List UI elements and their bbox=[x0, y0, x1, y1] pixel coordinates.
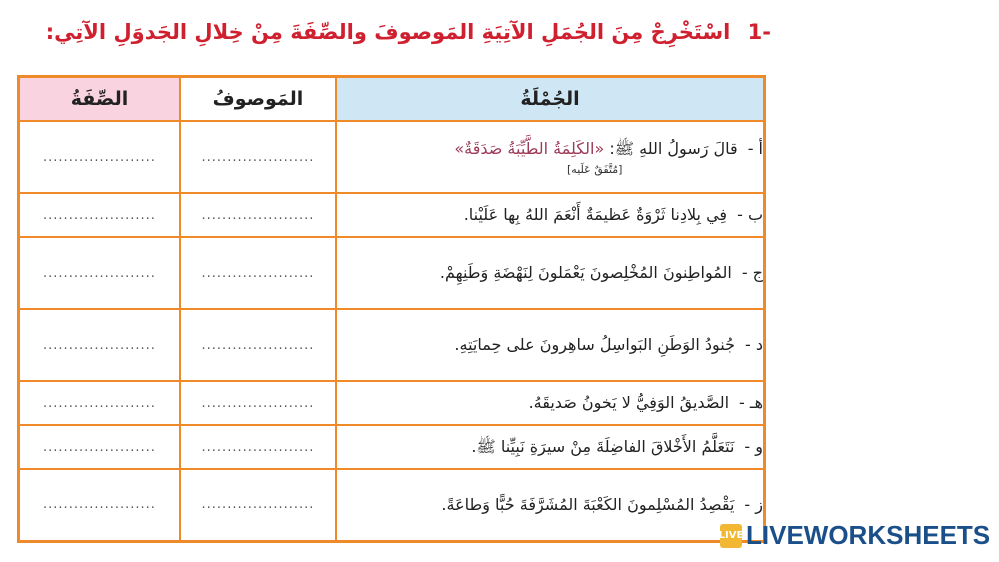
question-text: اسْتَخْرِجْ مِنَ الجُمَلِ الآتِيَةِ المَوصوفَ والصِّفَةَ مِنْ خِلالِ الجَدوَلِ الآتِي: bbox=[45, 20, 731, 44]
sentence-text: نَتَعَلَّمُ الأَخْلاقَ الفاضِلَةَ مِنْ سيرَةِ نَبِيِّنا ﷺ. bbox=[471, 437, 735, 456]
sentence-cell bbox=[336, 237, 765, 309]
table-row bbox=[19, 121, 765, 193]
described-answer-field[interactable]: ...................... bbox=[180, 381, 336, 425]
watermark-text: LIVEWORKSHEETS bbox=[746, 520, 991, 550]
sentence-text: يَقْصِدُ المُسْلِمونَ الكَعْبَةَ المُشَرَّفَةَ حُبًّا وَطاعَةً. bbox=[441, 494, 735, 514]
row-letter: أ - bbox=[747, 139, 763, 158]
row-letter: ز - bbox=[744, 494, 763, 514]
described-answer-field[interactable]: ...................... bbox=[180, 193, 336, 237]
sentence-cell bbox=[336, 381, 765, 425]
described-answer-field[interactable]: ...................... bbox=[180, 237, 336, 309]
adjective-answer-field[interactable]: ...................... bbox=[19, 121, 181, 193]
table-row bbox=[19, 309, 765, 381]
liveworksheets-watermark bbox=[720, 520, 990, 551]
header-described: المَوصوفُ bbox=[180, 77, 336, 122]
described-answer-field[interactable]: ...................... bbox=[180, 309, 336, 381]
adjective-answer-field[interactable]: ...................... bbox=[19, 237, 181, 309]
sentence-text: جُنودُ الوَطَنِ البَواسِلُ ساهِرونَ على حِمايَتِهِ. bbox=[454, 335, 736, 354]
table-row bbox=[19, 469, 765, 541]
described-answer-field[interactable]: ...................... bbox=[180, 425, 336, 469]
sentence-cell bbox=[336, 469, 765, 541]
sentence-text: المُواطِنونَ المُخْلِصونَ يَعْمَلونَ لِنَهْضَةِ وَطَنِهِمْ. bbox=[439, 263, 732, 282]
hadith-quote: «الكَلِمَةُ الطَّيِّبَةُ صَدَقَةٌ» bbox=[454, 139, 605, 158]
header-adjective: الصِّفَةُ bbox=[19, 77, 181, 122]
table-row bbox=[19, 381, 765, 425]
described-answer-field[interactable]: ...................... bbox=[180, 121, 336, 193]
table-row bbox=[19, 425, 765, 469]
table-row bbox=[19, 237, 765, 309]
adjective-answer-field[interactable]: ...................... bbox=[19, 425, 181, 469]
row-letter: و - bbox=[744, 437, 763, 456]
row-letter: د - bbox=[745, 335, 763, 354]
adjective-answer-field[interactable]: ...................... bbox=[19, 381, 181, 425]
sentence-text: قالَ رَسولُ اللهِ ﷺ: bbox=[609, 139, 738, 158]
sentence-cell bbox=[336, 425, 765, 469]
question-title bbox=[46, 20, 771, 44]
row-letter: ج - bbox=[741, 263, 763, 282]
row-letter: هـ - bbox=[739, 393, 763, 412]
row-letter: ب - bbox=[737, 205, 763, 224]
liveworksheets-logo-icon: LIVE bbox=[720, 524, 742, 548]
sentence-cell bbox=[336, 121, 765, 193]
sentence-cell bbox=[336, 193, 765, 237]
adjective-answer-field[interactable]: ...................... bbox=[19, 469, 181, 541]
sentence-cell bbox=[336, 309, 765, 381]
sentence-text: فِي بِلادِنا ثَرْوَةٌ عَظيمَةٌ أَنْعَمَ اللهُ بِها عَلَيْنا. bbox=[463, 205, 728, 224]
header-row bbox=[19, 77, 765, 122]
header-sentence: الجُمْلَةُ bbox=[336, 77, 765, 122]
table-row bbox=[19, 193, 765, 237]
described-answer-field[interactable]: ...................... bbox=[180, 469, 336, 541]
sentence-text: الصَّديقُ الوَفِيُّ لا يَخونُ صَديقَهُ. bbox=[528, 393, 730, 412]
adjective-answer-field[interactable]: ...................... bbox=[19, 193, 181, 237]
exercise-table bbox=[17, 75, 766, 543]
adjective-answer-field[interactable]: ...................... bbox=[19, 309, 181, 381]
question-number: -1 bbox=[747, 20, 771, 44]
hadith-source: [مُتَّفَقٌ عَلَيه] bbox=[567, 163, 623, 176]
